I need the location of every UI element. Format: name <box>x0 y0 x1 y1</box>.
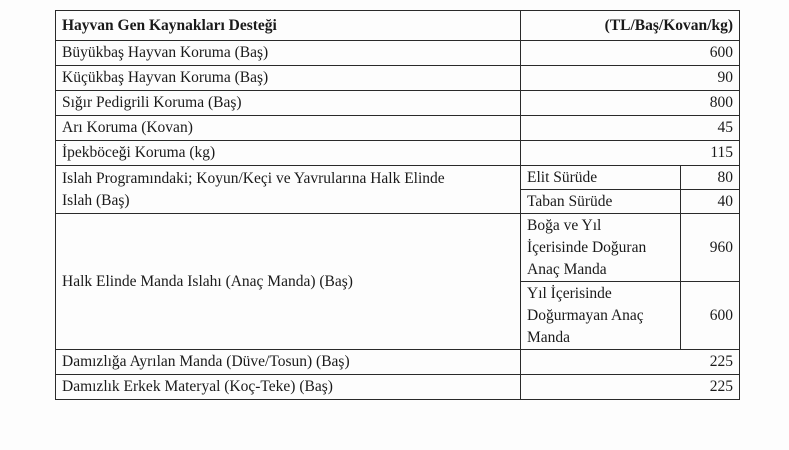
sub-value: 80 <box>681 166 740 190</box>
sub-label-line: Boğa ve Yıl <box>527 216 602 234</box>
islah-label-line1: Islah Programındaki; Koyun/Keçi ve Yavrularına Halk Elinde <box>62 169 445 187</box>
table-row <box>56 41 740 66</box>
sub-label-line: İçerisinde Doğuran <box>527 238 647 256</box>
table-row <box>56 66 740 91</box>
islah-label-line2: Islah (Baş) <box>62 191 130 209</box>
table-row <box>56 350 740 375</box>
row-value: 90 <box>521 66 740 91</box>
sub-value: 960 <box>681 214 740 282</box>
support-table <box>55 10 740 400</box>
row-value: 115 <box>521 141 740 166</box>
table-row <box>56 141 740 166</box>
sub-label: Elit Sürüde <box>521 166 681 190</box>
table-row <box>56 375 740 400</box>
row-label: Küçükbaş Hayvan Koruma (Baş) <box>56 66 521 91</box>
islah-label <box>56 166 521 214</box>
sub-label-line: Doğurmayan Anaç <box>527 306 644 324</box>
sub-label-line: Yıl İçerisinde <box>527 284 612 302</box>
row-value: 225 <box>521 350 740 375</box>
sub-value: 40 <box>681 190 740 214</box>
sub-label: Taban Sürüde <box>521 190 681 214</box>
row-value: 225 <box>521 375 740 400</box>
row-label: Damızlığa Ayrılan Manda (Düve/Tosun) (Baş) <box>56 350 521 375</box>
manda-label: Halk Elinde Manda Islahı (Anaç Manda) (Baş) <box>56 214 521 350</box>
table-row <box>56 166 740 190</box>
sub-label <box>521 214 681 282</box>
row-label: Büyükbaş Hayvan Koruma (Baş) <box>56 41 521 66</box>
sub-label-line: Manda <box>527 328 571 346</box>
row-value: 600 <box>521 41 740 66</box>
sub-label <box>521 282 681 350</box>
row-value: 45 <box>521 116 740 141</box>
row-label: İpekböceği Koruma (kg) <box>56 141 521 166</box>
header-title: Hayvan Gen Kaynakları Desteği <box>56 11 521 41</box>
sub-label-line: Anaç Manda <box>527 260 607 278</box>
table-row <box>56 116 740 141</box>
table-row <box>56 214 740 282</box>
row-label: Sığır Pedigrili Koruma (Baş) <box>56 91 521 116</box>
row-label: Damızlık Erkek Materyal (Koç-Teke) (Baş) <box>56 375 521 400</box>
header-unit: (TL/Baş/Kovan/kg) <box>521 11 740 41</box>
table-header-row <box>56 11 740 41</box>
sub-value: 600 <box>681 282 740 350</box>
table-row <box>56 91 740 116</box>
row-value: 800 <box>521 91 740 116</box>
row-label: Arı Koruma (Kovan) <box>56 116 521 141</box>
